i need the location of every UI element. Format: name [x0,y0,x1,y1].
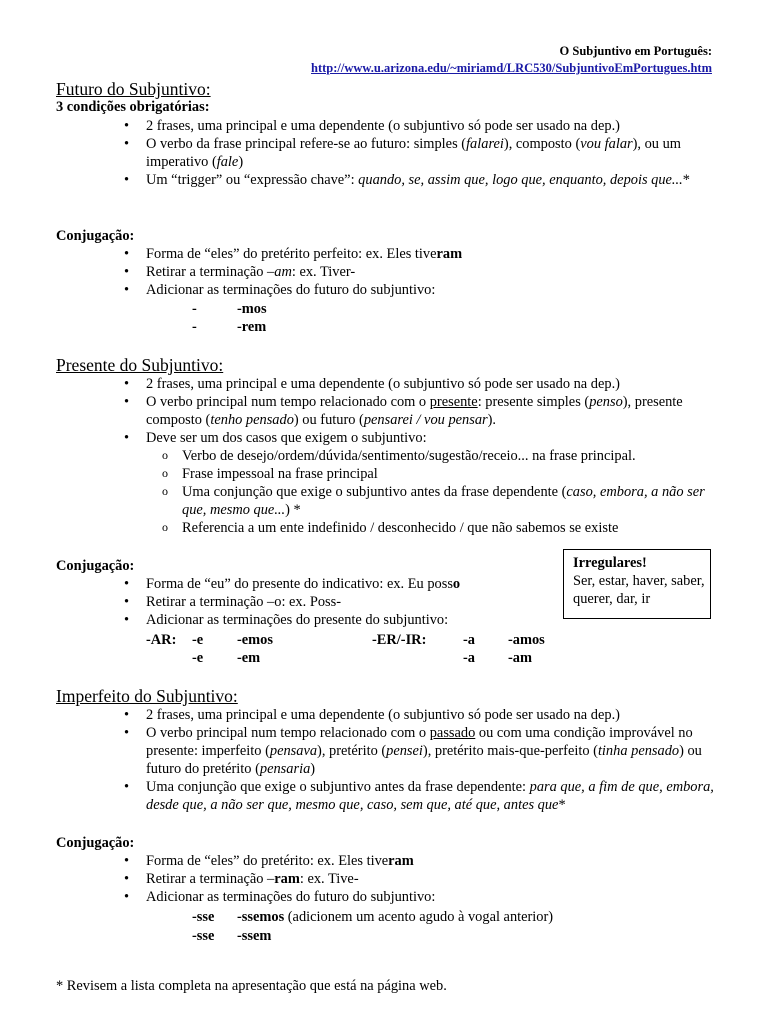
futuro-conditions-list [56,117,716,189]
section-title-imperfeito: Imperfeito do Subjuntivo: [56,686,238,706]
imperfeito-conj-label: Conjugação: [56,835,135,851]
list-item: • Um “trigger” ou “expressão chave”: quando, se, assim que, logo que, enquanto, depois que...* [56,171,716,189]
list-item: • O verbo da frase principal refere-se ao futuro: simples (falarei), composto (vou falar), ou um imperativo (fale) [56,135,716,171]
ending-row: -ssemos (adicionem um acento agudo à vogal anterior) [237,909,554,925]
er-ir-label: -ER/-IR: [372,632,427,648]
ending: -mos [237,301,267,317]
imperfeito-conditions-list [56,706,716,814]
list-item: • Adicionar as terminações do presente do subjuntivo: [56,611,556,629]
irregulares-title: Irregulares! [573,555,647,571]
imperfeito-conj-list [56,852,716,906]
futuro-conj-label: Conjugação: [56,228,135,244]
ending: -ssem [237,928,272,944]
ending: -e [192,632,204,648]
ending: -am [508,650,532,666]
ending: -amos [508,632,545,648]
list-item: • Forma de “eles” do pretérito: ex. Eles tiveram [56,852,716,870]
ending: -a [463,650,475,666]
ending: -rem [237,319,267,335]
futuro-conj-list [56,245,716,299]
list-item: • Adicionar as terminações do futuro do subjuntivo: [56,888,716,906]
list-item: • Retirar a terminação –am: ex. Tiver- [56,263,716,281]
irregulares-box [563,549,711,619]
ending: - [192,301,197,317]
futuro-subtitle: 3 condições obrigatórias: [56,99,210,115]
presente-cases-list [146,447,716,537]
list-item: • 2 frases, uma principal e uma dependente (o subjuntivo só pode ser usado na dep.) [56,375,716,393]
list-item: • Adicionar as terminações do futuro do subjuntivo: [56,281,716,299]
list-item: • 2 frases, uma principal e uma dependente (o subjuntivo só pode ser usado na dep.) [56,117,716,135]
ending: -sse [192,909,215,925]
ar-label: -AR: [146,632,177,648]
list-item: • O verbo principal num tempo relacionado com o presente: presente simples (penso), presente composto (tenho pensado) ou futuro (pensarei / vou pensar). [56,393,716,429]
document-header [311,43,712,77]
list-item: • Retirar a terminação –ram: ex. Tive- [56,870,716,888]
list-item: o Verbo de desejo/ordem/dúvida/sentimento/sugestão/receio... na frase principal. [146,447,716,465]
source-link[interactable]: http://www.u.arizona.edu/~miriamd/LRC530/SubjuntivoEmPortugues.htm [311,61,712,75]
ending: - [192,319,197,335]
footnote: * Revisem a lista completa na apresentação que está na página web. [56,978,447,994]
list-item: • Uma conjunção que exige o subjuntivo antes da frase dependente: para que, a fim de que, embora, desde que, a não ser que, mesmo que, caso, sem que, até que, antes que* [56,778,716,814]
list-item: • Deve ser um dos casos que exigem o subjuntivo: o Verbo de desejo/ordem/dúvida/sentimento/sugestão/receio... na frase principal. o Frase impessoal na frase principal o Uma conjunção que exige o subjuntivo antes da frase dependente (caso, embora, a não ser que, mesmo que...) * o Referencia a um ente indefinido / desconhecido / que não sabemos se existe [56,429,716,537]
ending: -a [463,632,475,648]
list-item: • 2 frases, uma principal e uma dependente (o subjuntivo só pode ser usado na dep.) [56,706,716,724]
presente-conj-label: Conjugação: [56,558,135,574]
ending: -e [192,650,204,666]
list-item: • Forma de “eles” do pretérito perfeito: ex. Eles tiveram [56,245,716,263]
list-item: • Forma de “eu” do presente do indicativo: ex. Eu posso [56,575,556,593]
section-title-futuro: Futuro do Subjuntivo: [56,79,211,99]
list-item: o Uma conjunção que exige o subjuntivo antes da frase dependente (caso, embora, a não ser que, mesmo que...) * [146,483,716,519]
section-title-presente: Presente do Subjuntivo: [56,355,224,375]
list-item: o Frase impessoal na frase principal [146,465,716,483]
ending: -em [237,650,261,666]
header-title: O Subjuntivo em Português: [559,44,712,58]
presente-conditions-list [56,375,716,537]
ending: -sse [192,928,215,944]
irregulares-text: Ser, estar, haver, saber, querer, dar, ir [573,573,705,607]
ending: -emos [237,632,273,648]
presente-conj-list [56,575,556,629]
list-item: • Retirar a terminação –o: ex. Poss- [56,593,556,611]
list-item: o Referencia a um ente indefinido / desconhecido / que não sabemos se existe [146,519,716,537]
list-item: • O verbo principal num tempo relacionado com o passado ou com uma condição improvável no presente: imperfeito (pensava), pretérito (pensei), pretérito mais-que-perfeito (tinha pensado) ou futuro do pretérito (pensaria) [56,724,716,778]
